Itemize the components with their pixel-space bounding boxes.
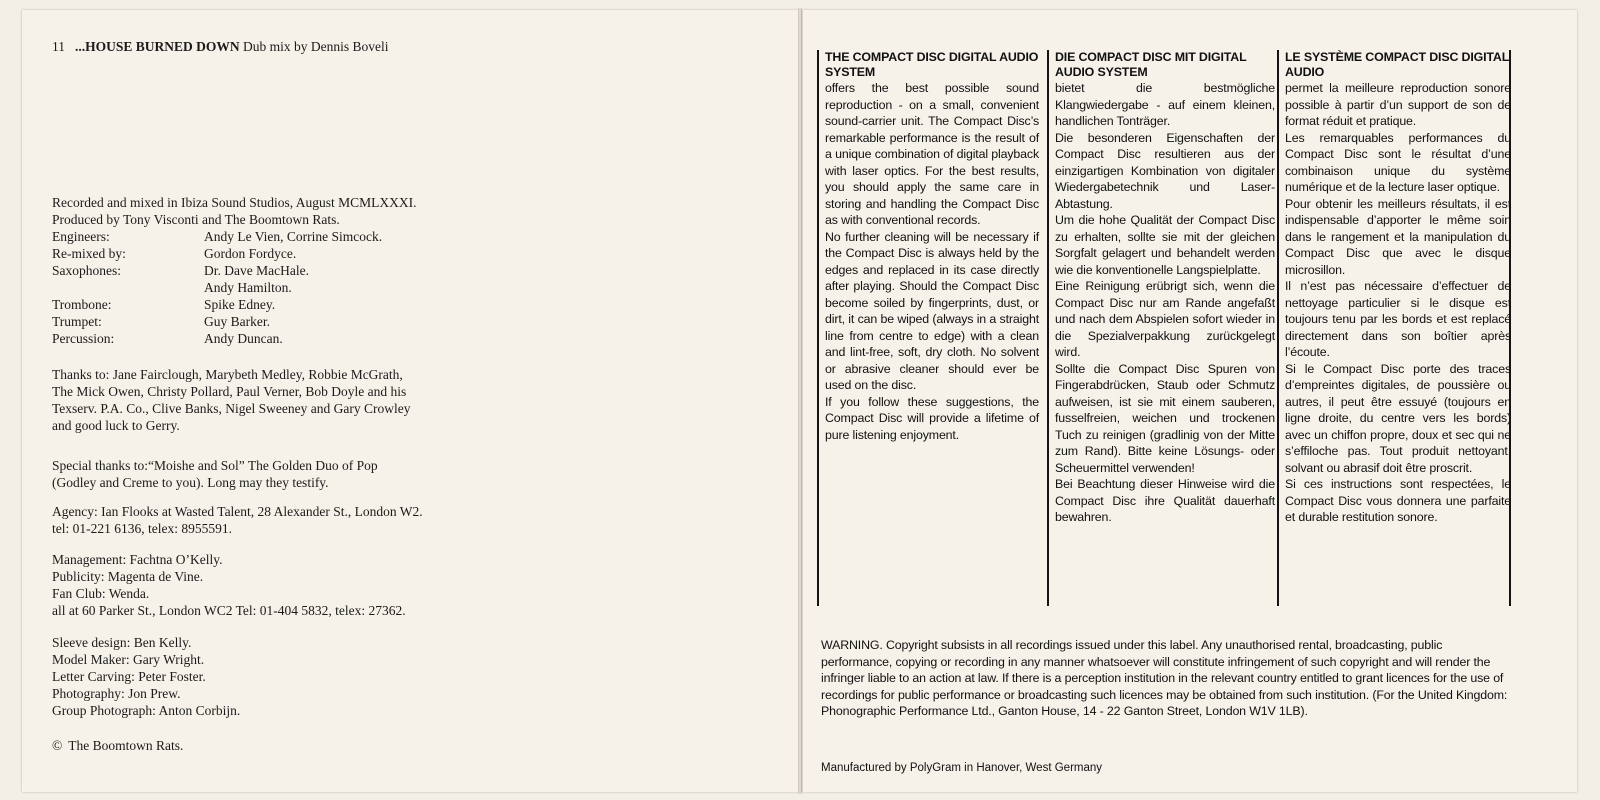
english-paragraph: If you follow these suggestions, the Compact Disc will provide a lifetime of pure listening enjoyment.: [825, 394, 1039, 442]
german-paragraph: Sollte die Compact Disc Spuren von Fingerabdrücken, Staub oder Schmutz aufweisen, ist sie mit einem sauberen, fusselfreien, weichen und trockenen Tuch zu reinigen (gradlinig von der Mitte zum Rand). Bitte keine Lösungs- oder Scheuermittel verwenden!: [1055, 361, 1275, 475]
agency-block: [52, 503, 423, 537]
personnel-row: [52, 279, 416, 296]
track-title: ...HOUSE BURNED DOWN: [75, 39, 240, 54]
copyright-warning: WARNING. Copyright subsists in all recordings issued under this label. Any unauthorised rental, broadcasting, public performance, copying or recording in any manner whatsoever will constitute infringement of such copyright and will render the infringer liable to an action at law. If there is a perception institution in the relevant country entitled to grant licences for the use of recordings for public performance or broadcasting such licences may be obtained from such institution. (For the United Kingdom: Phonographic Performance Ltd., Ganton House, 14 - 22 Ganton Street, London W1V 1LB).: [821, 638, 1508, 718]
special-thanks-block: [52, 457, 378, 491]
french-paragraph: Si ces instructions sont respectées, le Compact Disc vous donnera une parfaite et durable restitution sonore.: [1285, 477, 1511, 524]
personnel-names: Andy Hamilton.: [204, 280, 292, 295]
agency-line: tel: 01-221 6136, telex: 8955591.: [52, 521, 232, 536]
management-line: Management: Fachtna O’Kelly.: [52, 552, 223, 567]
manufacturer-note: Manufactured by PolyGram in Hanover, West Germany: [821, 762, 1103, 774]
personnel-role: Re-mixed by:: [52, 246, 126, 261]
agency-line: Agency: Ian Flooks at Wasted Talent, 28 Alexander St., London W2.: [52, 504, 423, 519]
right-page: [802, 10, 1577, 792]
personnel-role: Saxophones:: [52, 263, 121, 278]
german-paragraph: Um die hohe Qualität der Compact Disc zu erhalten, sollte sie mit der gleichen Sorgfalt gelagert und behandelt werden wie die konventionelle Langspielplatte.: [1055, 213, 1275, 277]
track-subtitle: Dub mix by Dennis Boveli: [243, 39, 389, 54]
personnel-role: Trombone:: [52, 297, 112, 312]
french-title: LE SYSTÈME COMPACT DISC DIGITAL AUDIO: [1285, 50, 1509, 79]
personnel-role: [52, 279, 204, 296]
copyright-icon: ©: [52, 738, 63, 753]
german-paragraph: bietet die bestmögliche Klangwiedergabe - auf einem kleinen, handlichen Tonträger.: [1055, 81, 1275, 128]
special-thanks-line: (Godley and Creme to you). Long may they testify.: [52, 475, 329, 490]
french-paragraph: Si le Compact Disc porte des traces d’empreintes digitales, de poussière ou autres, il peut être essuyé (toujours en ligne droite, du centre vers les bords) avec un chiffon propre, doux et sec qui ne s’effiloche pas. Tout produit nettoyant, solvant ou abrasif doit être proscrit.: [1285, 361, 1511, 475]
thanks-line: The Mick Owen, Christy Pollard, Paul Verner, Bob Doyle and his: [52, 384, 407, 399]
personnel-role: Engineers:: [52, 229, 110, 244]
design-credit-line: Letter Carving: Peter Foster.: [52, 669, 206, 684]
special-thanks-line: Special thanks to:“Moishe and Sol” The Golden Duo of Pop: [52, 458, 378, 473]
personnel-names: Spike Edney.: [204, 297, 276, 312]
personnel-row: [52, 330, 416, 347]
personnel-names: Andy Duncan.: [204, 331, 283, 346]
personnel-row: [52, 313, 416, 330]
french-paragraph: permet la meilleure reproduction sonore possible à partir d’un support de son de format réduit et pratique.: [1285, 81, 1511, 128]
personnel-names: Dr. Dave MacHale.: [204, 263, 309, 278]
personnel-row: [52, 296, 416, 313]
left-page: [22, 10, 799, 792]
german-column: [1047, 50, 1275, 606]
english-paragraph: offers the best possible sound reproduction - on a small, convenient sound-carrier unit. The Compact Disc’s remarkable performance is the result of a unique combination of digital playback with laser optics. For the best results, you should apply the same care in storing and handling the Compact Disc as with conventional records.: [825, 81, 1039, 227]
german-paragraph: Die besonderen Eigenschaften der Compact Disc resultieren aus der einzigartigen Kombination von digitaler Wiedergabetechnik und Laser-Abtastung.: [1055, 130, 1275, 211]
french-paragraph: Pour obtenir les meilleurs résultats, il est indispensable d’apporter le même soin dans le rangement et la manipulation du Compact Disc que avec le disque microsillon.: [1285, 196, 1511, 277]
thanks-block: [52, 366, 411, 434]
personnel-role: Trumpet:: [52, 314, 102, 329]
track-number: 11: [52, 39, 65, 54]
recorded-line: Recorded and mixed in Ibiza Sound Studios, August MCMLXXXI.: [52, 195, 417, 210]
english-paragraph: No further cleaning will be necessary if the Compact Disc is always held by the edges and replaced in its case directly after playing. Should the Compact Disc become soiled by fingerprints, dust, or dirt, it can be wiped (always in a straight line from centre to edge) with a clean and lint-free, soft, dry cloth. No solvent or abrasive cleaner should ever be used on the disc.: [825, 229, 1039, 392]
design-credits-block: [52, 634, 240, 719]
thanks-line: Thanks to: Jane Fairclough, Marybeth Medley, Robbie McGrath,: [52, 367, 403, 382]
design-credit-line: Model Maker: Gary Wright.: [52, 652, 205, 667]
produced-line: Produced by Tony Visconti and The Boomtown Rats.: [52, 212, 340, 227]
german-paragraph: Bei Beachtung dieser Hinweise wird die Compact Disc ihre Qualität dauerhaft bewahren.: [1055, 477, 1275, 524]
personnel-names: Andy Le Vien, Corrine Simcock.: [204, 229, 383, 244]
management-line: all at 60 Parker St., London WC2 Tel: 01-404 5832, telex: 27362.: [52, 603, 406, 618]
design-credit-line: Group Photograph: Anton Corbijn.: [52, 703, 241, 718]
english-title: THE COMPACT DISC DIGITAL AUDIO SYSTEM: [825, 50, 1039, 79]
design-credit-line: Photography: Jon Prew.: [52, 686, 181, 701]
personnel-names: Guy Barker.: [204, 314, 270, 329]
management-block: [52, 551, 406, 619]
personnel-row: [52, 228, 416, 245]
copyright-line: [52, 737, 183, 754]
english-column: [817, 50, 1039, 606]
track-heading: [52, 38, 389, 55]
personnel-row: [52, 262, 416, 279]
german-paragraph: Eine Reinigung erübrigt sich, wenn die Compact Disc nur am Rande angefaßt und nach dem Abspielen sofort wieder in die Spezialverpakkung zurückgelegt wird.: [1055, 279, 1275, 359]
french-paragraph: Les remarquables performances du Compact Disc sont le résultat d’une combinaison unique du système numérique et de la lecture laser optique.: [1285, 130, 1511, 194]
management-line: Publicity: Magenta de Vine.: [52, 569, 204, 584]
production-credits: [52, 194, 416, 347]
column-rule: [1509, 50, 1511, 606]
personnel-names: Gordon Fordyce.: [204, 246, 297, 261]
design-credit-line: Sleeve design: Ben Kelly.: [52, 635, 192, 650]
personnel-role: Percussion:: [52, 331, 115, 346]
management-line: Fan Club: Wenda.: [52, 586, 150, 601]
personnel-row: [52, 245, 416, 262]
french-paragraph: Il n’est pas nécessaire d’effectuer de nettoyage particulier si le disque est toujours tenu par les bords et est replacé directement dans son boîtier après l’écoute.: [1285, 279, 1511, 359]
copyright-text: The Boomtown Rats.: [68, 738, 184, 753]
french-column: [1277, 50, 1511, 606]
german-title: DIE COMPACT DISC MIT DIGITAL AUDIO SYSTEM: [1055, 50, 1247, 79]
thanks-line: Texserv. P.A. Co., Clive Banks, Nigel Sweeney and Gary Crowley: [52, 401, 411, 416]
thanks-line: and good luck to Gerry.: [52, 418, 180, 433]
